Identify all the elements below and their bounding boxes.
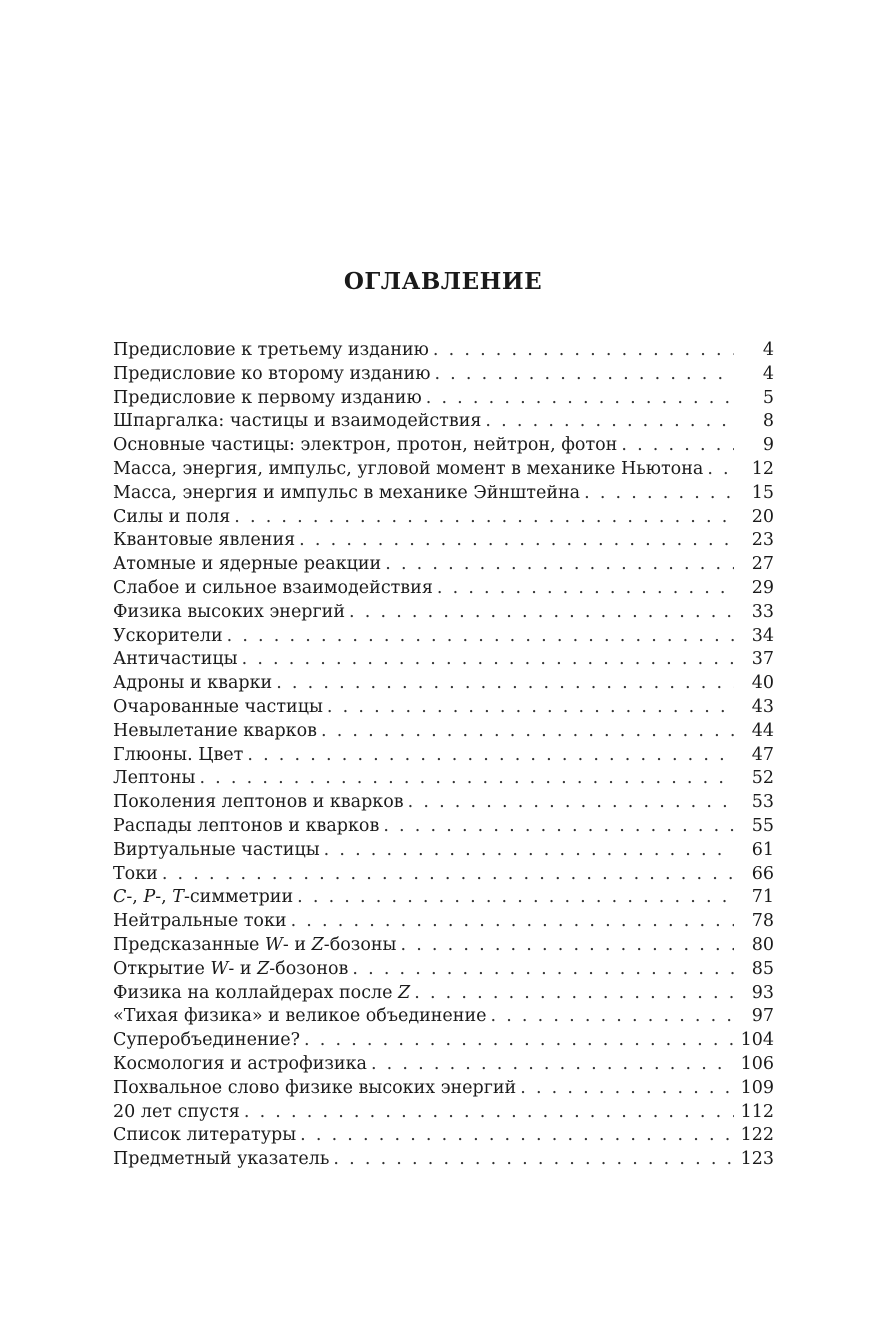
- toc-entry-title: Виртуальные частицы: [113, 839, 320, 860]
- dot-leader: [707, 459, 734, 479]
- dot-leader: [520, 1078, 734, 1098]
- dot-leader: [385, 554, 734, 574]
- toc-entry-page: 27: [751, 554, 774, 575]
- toc-entry-page: 61: [751, 839, 774, 860]
- toc-entry[interactable]: [113, 388, 774, 412]
- toc-entry[interactable]: [113, 602, 774, 626]
- page-title: ОГЛАВЛЕНИЕ: [343, 268, 543, 295]
- toc-entry-page: 29: [751, 577, 774, 598]
- dot-leader: [304, 1030, 734, 1050]
- toc-entry-title: Очарованные частицы: [113, 696, 323, 717]
- toc-entry-page: 15: [751, 482, 774, 503]
- toc-entry-title: Предисловие к третьему изданию: [113, 340, 429, 360]
- dot-leader: [291, 911, 734, 931]
- dot-leader: [426, 388, 734, 408]
- toc-entry-title: Физика на коллайдерах после Z: [113, 982, 411, 1003]
- toc-entry[interactable]: [113, 578, 774, 602]
- toc-entry[interactable]: [113, 792, 774, 816]
- toc-entry-page: 44: [751, 720, 774, 741]
- dot-leader: [408, 792, 734, 812]
- toc-entry[interactable]: [113, 721, 774, 745]
- toc-entry-page: 34: [751, 625, 774, 646]
- toc-entry[interactable]: [113, 697, 774, 721]
- toc-entry[interactable]: [113, 626, 774, 650]
- dot-leader: [383, 816, 734, 836]
- toc-entry[interactable]: [113, 745, 774, 769]
- dot-leader: [242, 649, 734, 669]
- toc-entry-title: Распады лептонов и кварков: [113, 815, 380, 836]
- toc-entry-title: Силы и поля: [113, 506, 231, 527]
- toc-entry[interactable]: [113, 1125, 774, 1149]
- toc-entry-page: 66: [751, 863, 774, 884]
- toc-entry[interactable]: [113, 1149, 774, 1173]
- toc-entry-page: 4: [762, 340, 774, 360]
- toc-entry-title: Космология и астрофизика: [113, 1053, 367, 1074]
- toc-entry-page: 12: [751, 458, 774, 479]
- dot-leader: [297, 887, 734, 907]
- toc-entry-page: 71: [751, 887, 774, 908]
- toc-entry-title: Квантовые явления: [113, 530, 296, 551]
- dot-leader: [584, 483, 734, 503]
- toc-entry[interactable]: [113, 983, 774, 1007]
- toc-entry-page: 20: [751, 506, 774, 527]
- dot-leader: [162, 864, 734, 884]
- toc-entry-title: Глюоны. Цвет: [113, 744, 244, 765]
- dot-leader: [437, 578, 734, 598]
- toc-entry-title: Масса, энергия, импульс, угловой момент в механике Ньютона: [113, 458, 704, 479]
- toc-entry-page: 8: [762, 411, 774, 432]
- toc-entry-title: C-, P-, T-симметрии: [113, 887, 294, 908]
- toc-entry-page: 78: [751, 911, 774, 932]
- toc-entry-page: 4: [762, 363, 774, 384]
- toc-entry-title: Невылетание кварков: [113, 720, 317, 741]
- dot-leader: [352, 959, 734, 979]
- toc-entry-page: 37: [751, 649, 774, 670]
- table-of-contents: [113, 340, 774, 1173]
- toc-entry-title: Масса, энергия и импульс в механике Эйнштейна: [113, 482, 581, 503]
- toc-entry-page: 33: [751, 601, 774, 622]
- dot-leader: [414, 983, 734, 1003]
- toc-entry-title: Атомные и ядерные реакции: [113, 554, 382, 575]
- dot-leader: [324, 840, 734, 860]
- toc-entry[interactable]: [113, 673, 774, 697]
- toc-entry-title: «Тихая физика» и великое объединение: [113, 1006, 487, 1027]
- toc-entry-page: 85: [751, 958, 774, 979]
- toc-entry-page: 106: [740, 1053, 774, 1074]
- dot-leader: [199, 768, 734, 788]
- dot-leader: [490, 1006, 734, 1026]
- toc-entry-title: Предисловие к первому изданию: [113, 387, 422, 408]
- dot-leader: [333, 1149, 734, 1169]
- toc-entry-title: Открытие W- и Z-бозонов: [113, 958, 349, 979]
- toc-entry[interactable]: [113, 530, 774, 554]
- toc-entry-page: 112: [740, 1101, 774, 1122]
- toc-entry-page: 43: [751, 696, 774, 717]
- toc-entry-title: Ускорители: [113, 625, 223, 646]
- toc-entry-page: 93: [751, 982, 774, 1003]
- toc-entry[interactable]: [113, 911, 774, 935]
- toc-entry[interactable]: [113, 411, 774, 435]
- toc-entry-page: 47: [751, 744, 774, 765]
- toc-entry[interactable]: [113, 340, 774, 364]
- toc-entry[interactable]: [113, 935, 774, 959]
- toc-entry-page: 52: [751, 768, 774, 789]
- dot-leader: [400, 935, 734, 955]
- toc-entry[interactable]: [113, 1006, 774, 1030]
- toc-entry-title: Токи: [113, 863, 158, 884]
- toc-entry-title: Суперобъединение?: [113, 1030, 300, 1051]
- toc-entry-title: Предсказанные W- и Z-бозоны: [113, 934, 397, 955]
- toc-entry[interactable]: [113, 840, 774, 864]
- dot-leader: [321, 721, 734, 741]
- toc-entry[interactable]: [113, 649, 774, 673]
- toc-entry-title: 20 лет спустя: [113, 1101, 240, 1122]
- dot-leader: [276, 673, 734, 693]
- toc-entry-title: Адроны и кварки: [113, 673, 273, 694]
- toc-entry[interactable]: [113, 1054, 774, 1078]
- toc-entry-page: 55: [751, 815, 774, 836]
- toc-entry-title: Предисловие ко второму изданию: [113, 363, 431, 384]
- toc-entry[interactable]: [113, 507, 774, 531]
- toc-entry[interactable]: [113, 364, 774, 388]
- toc-entry[interactable]: [113, 1102, 774, 1126]
- dot-leader: [621, 435, 734, 455]
- toc-entry[interactable]: [113, 887, 774, 911]
- toc-entry-page: 80: [751, 934, 774, 955]
- dot-leader: [434, 364, 734, 384]
- toc-entry-title: Похвальное слово физике высоких энергий: [113, 1077, 517, 1098]
- toc-entry-page: 53: [751, 792, 774, 813]
- toc-entry[interactable]: [113, 483, 774, 507]
- toc-entry[interactable]: [113, 864, 774, 888]
- dot-leader: [349, 602, 734, 622]
- toc-entry-page: 97: [751, 1006, 774, 1027]
- dot-leader: [227, 626, 734, 646]
- dot-leader: [327, 697, 734, 717]
- dot-leader: [244, 1102, 734, 1122]
- toc-entry[interactable]: [113, 459, 774, 483]
- dot-leader: [371, 1054, 734, 1074]
- toc-entry[interactable]: [113, 959, 774, 983]
- toc-entry-page: 5: [762, 387, 774, 408]
- toc-entry-title: Поколения лептонов и кварков: [113, 792, 404, 813]
- toc-entry-page: 40: [751, 673, 774, 694]
- toc-entry-title: Физика высоких энергий: [113, 601, 346, 622]
- toc-entry-page: 9: [762, 435, 774, 456]
- toc-entry-title: Список литературы: [113, 1125, 297, 1146]
- toc-entry[interactable]: [113, 1078, 774, 1102]
- toc-entry-title: Лептоны: [113, 768, 196, 789]
- toc-entry-title: Античастицы: [113, 649, 238, 670]
- toc-entry-page: 109: [740, 1077, 774, 1098]
- toc-entry-page: 122: [740, 1125, 774, 1146]
- toc-entry-title: Слабое и сильное взаимодействия: [113, 577, 433, 598]
- toc-entry[interactable]: [113, 1030, 774, 1054]
- toc-entry-page: 104: [740, 1030, 774, 1051]
- toc-entry-page: 23: [751, 530, 774, 551]
- dot-leader: [485, 411, 734, 431]
- toc-entry[interactable]: [113, 816, 774, 840]
- dot-leader: [433, 340, 734, 360]
- toc-entry-page: 123: [740, 1149, 774, 1170]
- toc-entry-title: Основные частицы: электрон, протон, нейтрон, фотон: [113, 435, 618, 456]
- dot-leader: [234, 507, 734, 527]
- dot-leader: [299, 530, 734, 550]
- toc-entry-title: Шпаргалка: частицы и взаимодействия: [113, 411, 482, 432]
- toc-entry-title: Нейтральные токи: [113, 911, 287, 932]
- toc-entry[interactable]: [113, 768, 774, 792]
- toc-entry-title: Предметный указатель: [113, 1149, 330, 1170]
- dot-leader: [247, 745, 734, 765]
- toc-entry[interactable]: [113, 435, 774, 459]
- dot-leader: [300, 1125, 734, 1145]
- toc-entry[interactable]: [113, 554, 774, 578]
